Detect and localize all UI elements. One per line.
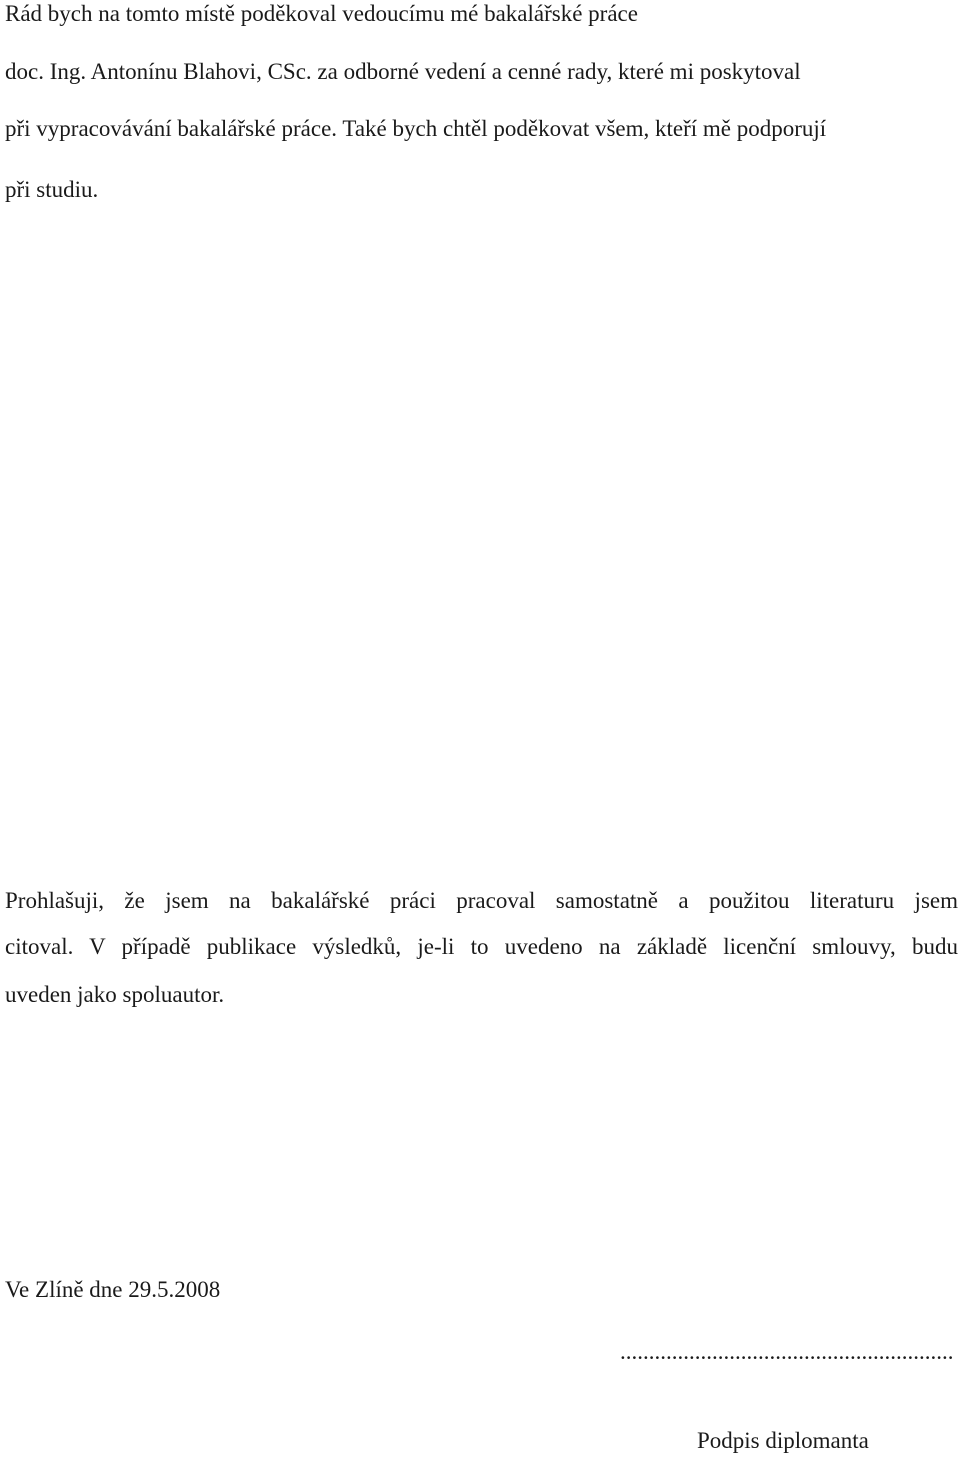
acknowledgement-line-4: při studiu. <box>5 177 99 202</box>
signature-label: Podpis diplomanta <box>697 1428 869 1453</box>
place-and-date: Ve Zlíně dne 29.5.2008 <box>5 1277 221 1302</box>
declaration-line-3: uveden jako spoluautor. <box>5 982 225 1007</box>
signature-line: .......................................................... <box>620 1339 954 1364</box>
declaration-line-1: Prohlašuji, že jsem na bakalářské práci pracoval samostatně a použitou literaturu jsem <box>5 888 958 913</box>
acknowledgement-line-3: při vypracovávání bakalářské práce. Také bych chtěl poděkovat všem, kteří mě podporují <box>5 116 827 141</box>
acknowledgement-line-1: Rád bych na tomto místě poděkoval vedoucímu mé bakalářské práce <box>5 1 638 26</box>
declaration-line-2: citoval. V případě publikace výsledků, je-li to uvedeno na základě licenční smlouvy, budu <box>5 934 958 959</box>
acknowledgement-line-2: doc. Ing. Antonínu Blahovi, CSc. za odborné vedení a cenné rady, které mi poskytoval <box>5 59 801 84</box>
